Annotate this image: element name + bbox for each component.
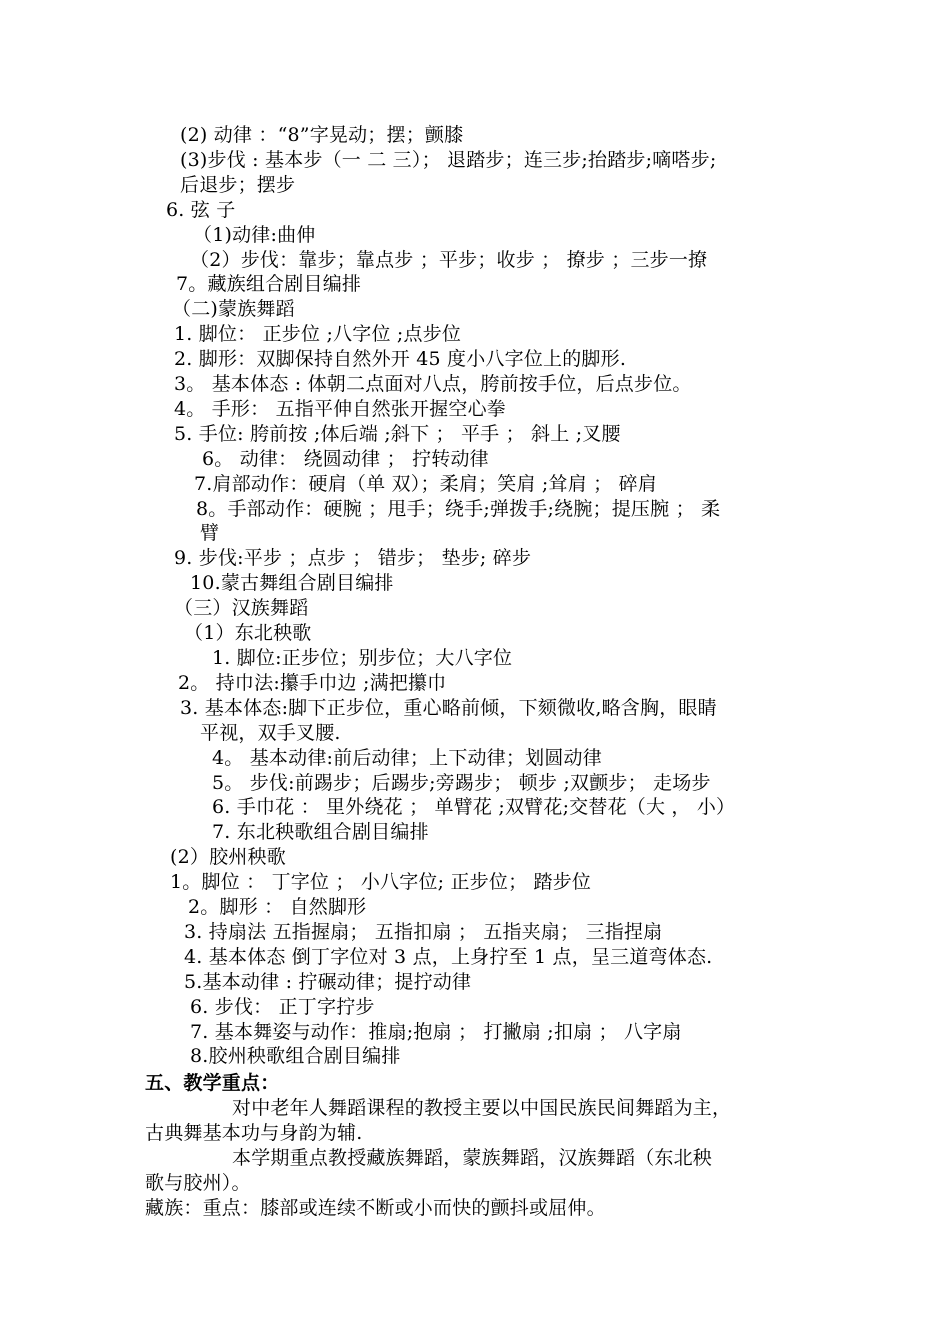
text-line-35: 5.基本动律 : 拧碾动律；提拧动律 [184,971,472,993]
text-line-06: （2）步伐：靠步；靠点步 ；平步；收步 ； 撩步 ；三步一撩 [190,249,708,271]
text-line-30: (2）胶州秧歌 [170,846,286,868]
text-line-22: 1. 脚位:正步位；别步位；大八字位 [212,647,513,669]
text-line-37: 7. 基本舞姿与动作：推扇;抱扇 ； 打撇扇 ;扣扇 ； 八字扇 [190,1021,682,1043]
text-line-01: (2) 动律 ：“8”字晃动；摆；颤膝 [180,124,464,146]
text-line-44: 藏族：重点：膝部或连续不断或小而快的颤抖或屈伸。 [145,1197,606,1219]
text-line-08: （二)蒙族舞蹈 [172,298,295,320]
text-line-24: 3. 基本体态:脚下正步位，重心略前倾，下颏微收,略含胸，眼睛 [180,697,717,719]
text-line-19: 10.蒙古舞组合剧目编排 [190,572,394,594]
text-line-40: 对中老年人舞蹈课程的教授主要以中国民族民间舞蹈为主， [232,1097,732,1119]
text-line-12: 4。 手形： 五指平伸自然张开握空心拳 [174,398,506,420]
text-line-38: 8.胶州秧歌组合剧目编排 [190,1045,401,1067]
text-line-33: 3. 持扇法 五指握扇； 五指扣扇 ； 五指夹扇； 三指捏扇 [184,921,663,943]
text-line-02: (3)步伐 : 基本步（一 二 三）； 退踏步；连三步;抬踏步;嘀嗒步; [180,149,717,171]
text-line-20: （三）汉族舞蹈 [174,597,309,619]
text-line-27: 5。 步伐:前踢步；后踢步;旁踢步； 顿步 ;双颤步； 走场步 [212,772,711,794]
text-line-26: 4。 基本动律:前后动律；上下动律；划圆动律 [212,747,602,769]
text-line-23: 2。 持巾法:攥手巾边 ;满把攥巾 [178,672,447,694]
text-line-25: 平视，双手叉腰. [200,722,341,744]
text-line-10: 2. 脚形：双脚保持自然外开 45 度小八字位上的脚形. [174,348,627,370]
text-line-18: 9. 步伐:平步 ；点步 ； 错步； 垫步; 碎步 [174,547,532,569]
text-line-04: 6. 弦 子 [166,199,236,221]
text-line-05: （1)动律:曲伸 [193,224,316,246]
text-line-17: 臂 [200,522,220,544]
text-line-43: 歌与胶州）。 [145,1172,251,1194]
text-line-14: 6。 动律： 绕圆动律 ； 拧转动律 [202,448,489,470]
text-line-16: 8。手部动作：硬腕 ；甩手；绕手;弹拨手;绕腕；提压腕 ； 柔 [196,498,721,520]
text-line-15: 7.肩部动作：硬肩（单 双）；柔肩；笑肩 ;耸肩 ； 碎肩 [194,473,657,495]
text-line-21: （1）东北秧歌 [184,622,312,644]
text-line-09: 1. 脚位： 正步位 ;八字位 ;点步位 [174,323,462,345]
text-line-36: 6. 步伐： 正丁字拧步 [190,996,375,1018]
text-line-41: 古典舞基本功与身韵为辅. [145,1122,363,1144]
text-line-03: 后退步；摆步 [180,174,296,196]
text-line-07: 7。藏族组合剧目编排 [176,273,362,295]
text-line-28: 6. 手巾花 ： 里外绕花 ； 单臂花 ;双臂花;交替花（大 ， 小） [212,796,736,818]
text-line-11: 3。 基本体态 : 体朝二点面对八点，胯前按手位，后点步位。 [174,373,692,395]
text-line-42: 本学期重点教授藏族舞蹈，蒙族舞蹈，汉族舞蹈（东北秧 [232,1147,713,1169]
text-line-34: 4. 基本体态 倒丁字位对 3 点，上身拧至 1 点，呈三道弯体态. [184,946,713,968]
text-line-29: 7. 东北秧歌组合剧目编排 [212,821,429,843]
text-line-31: 1。脚位 ： 丁字位 ； 小八字位; 正步位； 踏步位 [170,871,592,893]
section-heading-teaching-focus: 五、教学重点： [145,1072,280,1094]
text-line-32: 2。脚形 ： 自然脚形 [188,896,367,918]
text-line-13: 5. 手位: 胯前按 ;体后端 ;斜下 ； 平手 ； 斜上 ;叉腰 [174,423,621,445]
